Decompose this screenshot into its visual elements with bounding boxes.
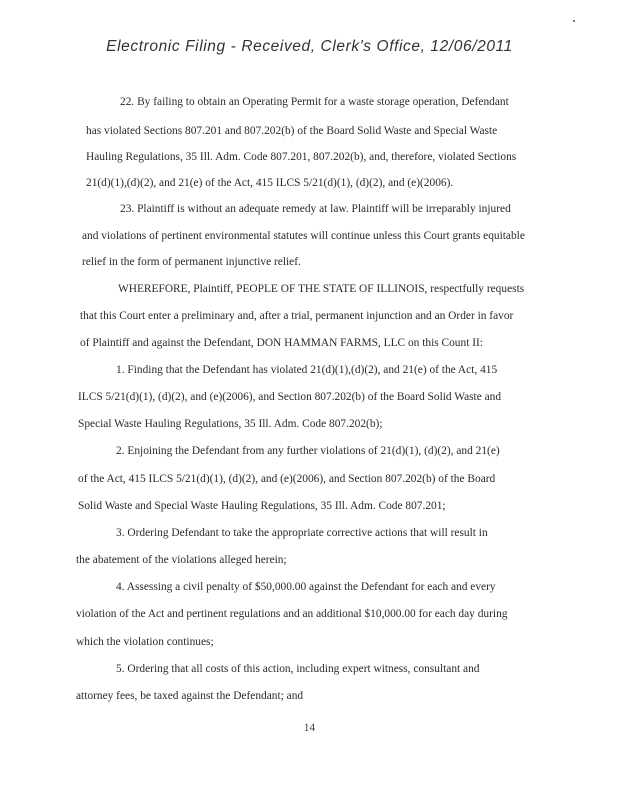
item-5-line-1: 5. Ordering that all costs of this action, including expert witness, consultant and	[116, 663, 480, 675]
para-23-line-1: 23. Plaintiff is without an adequate remedy at law. Plaintiff will be irreparably injured	[120, 203, 511, 215]
wherefore-line-2: that this Court enter a preliminary and, after a trial, permanent injunction and an Order in favor	[80, 310, 514, 322]
item-1-line-3: Special Waste Hauling Regulations, 35 Ill. Adm. Code 807.202(b);	[78, 418, 383, 430]
wherefore-line-1: WHEREFORE, Plaintiff, PEOPLE OF THE STATE OF ILLINOIS, respectfully requests	[118, 283, 525, 295]
scan-speck	[573, 20, 575, 22]
item-1-line-2: ILCS 5/21(d)(1), (d)(2), and (e)(2006), and Section 807.202(b) of the Board Solid Waste and	[78, 391, 502, 403]
para-22-line-3: Hauling Regulations, 35 Ill. Adm. Code 807.201, 807.202(b), and, therefore, violated Sections	[86, 151, 517, 163]
para-23-line-3: relief in the form of permanent injunctive relief.	[82, 256, 301, 268]
item-2-line-1: 2. Enjoining the Defendant from any further violations of 21(d)(1), (d)(2), and 21(e)	[116, 445, 500, 457]
item-4-line-1: 4. Assessing a civil penalty of $50,000.00 against the Defendant for each and every	[116, 581, 496, 593]
item-4-line-2: violation of the Act and pertinent regulations and an additional $10,000.00 for each day during	[76, 608, 508, 620]
para-22-line-4: 21(d)(1),(d)(2), and 21(e) of the Act, 415 ILCS 5/21(d)(1), (d)(2), and (e)(2006).	[86, 177, 454, 189]
para-22-line-1: 22. By failing to obtain an Operating Permit for a waste storage operation, Defendant	[120, 96, 509, 108]
filing-stamp-header: Electronic Filing - Received, Clerk's Office, 12/06/2011	[106, 38, 513, 55]
item-3-line-2: the abatement of the violations alleged herein;	[76, 554, 287, 566]
wherefore-line-3: of Plaintiff and against the Defendant, DON HAMMAN FARMS, LLC on this Count II:	[80, 337, 483, 349]
para-22-line-2: has violated Sections 807.201 and 807.202(b) of the Board Solid Waste and Special Waste	[86, 125, 498, 137]
page-number: 14	[303, 722, 316, 734]
para-23-line-2: and violations of pertinent environmental statutes will continue unless this Court grants equitable	[82, 230, 525, 242]
item-2-line-3: Solid Waste and Special Waste Hauling Regulations, 35 Ill. Adm. Code 807.201;	[78, 500, 446, 512]
item-2-line-2: of the Act, 415 ILCS 5/21(d)(1), (d)(2), and (e)(2006), and Section 807.202(b) of the Board	[78, 473, 496, 485]
item-4-line-3: which the violation continues;	[76, 636, 214, 648]
item-1-line-1: 1. Finding that the Defendant has violated 21(d)(1),(d)(2), and 21(e) of the Act, 415	[116, 364, 498, 376]
item-5-line-2: attorney fees, be taxed against the Defendant; and	[76, 690, 304, 702]
item-3-line-1: 3. Ordering Defendant to take the appropriate corrective actions that will result in	[116, 527, 488, 539]
